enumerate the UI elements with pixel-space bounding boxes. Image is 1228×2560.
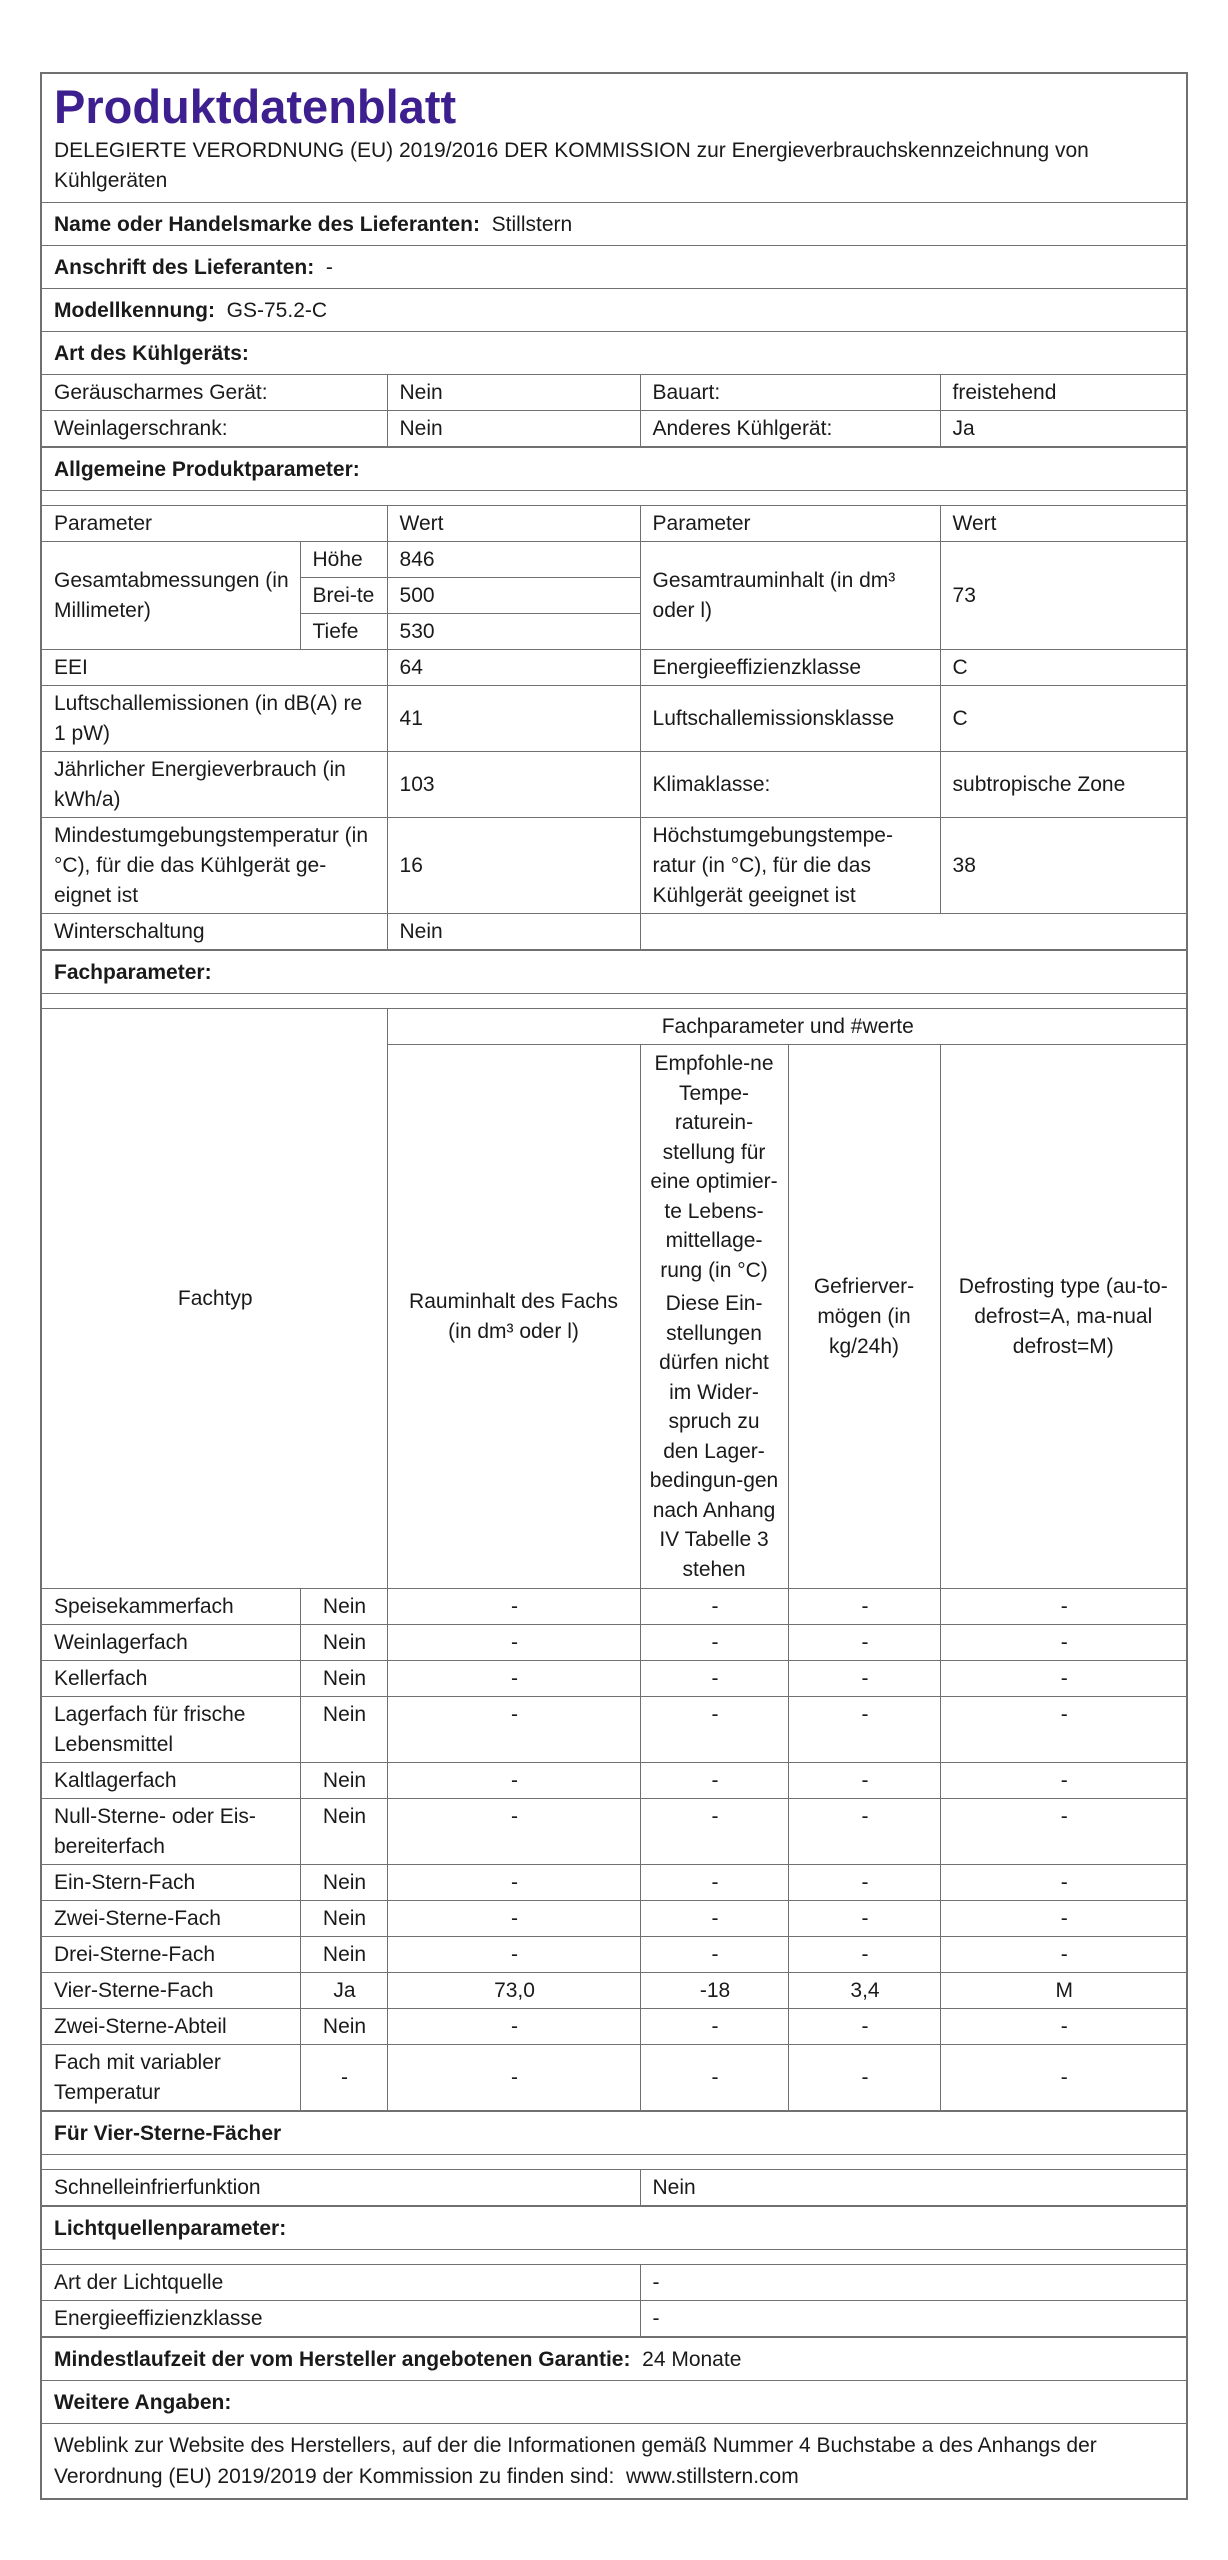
noise-value: 41 (387, 686, 640, 752)
wine-cabinet-label: Weinlagerschrank: (42, 411, 387, 447)
model-label: Modellkennung: (54, 299, 215, 322)
col-volume: Rauminhalt des Fachs (in dm³ oder l) (387, 1045, 640, 1589)
model-row (42, 289, 1186, 332)
winter-value: Nein (387, 914, 640, 950)
compartment-temperature: - (640, 1937, 788, 1973)
compartment-present: Nein (300, 1763, 387, 1799)
type-heading-row (42, 332, 1186, 375)
compartment-present: Nein (300, 1799, 387, 1865)
supplier-name-value: Stillstern (491, 213, 573, 236)
general-heading-row (42, 448, 1186, 491)
page-title: Produktdatenblatt (54, 80, 457, 133)
compartment-name: Kellerfach (42, 1661, 300, 1697)
energy-row (42, 752, 1186, 818)
compartment-row (42, 1661, 1186, 1697)
compartment-name: Speisekammerfach (42, 1589, 300, 1625)
compartment-defrost: - (940, 1589, 1186, 1625)
manufacturer-link[interactable]: www.stillstern.com (626, 2465, 799, 2488)
wine-cabinet-value: Nein (387, 411, 640, 447)
compartment-row (42, 1799, 1186, 1865)
construction-value: freistehend (940, 375, 1186, 411)
compartment-present: Nein (300, 1625, 387, 1661)
min-temp-value: 16 (387, 818, 640, 914)
winter-label: Winterschaltung (42, 914, 387, 950)
compartment-name: Fach mit variabler Temperatur (42, 2045, 300, 2111)
volume-label: Gesamtrauminhalt (in dm³ oder l) (640, 542, 940, 650)
group-header: Fachparameter und #werte (387, 1009, 1186, 1045)
eei-label: EEI (42, 650, 387, 686)
compartment-defrost: - (940, 1865, 1186, 1901)
compartment-freezing: - (788, 1697, 940, 1763)
compartment-freezing: - (788, 1589, 940, 1625)
type-table (42, 375, 1186, 448)
compartment-freezing: - (788, 1661, 940, 1697)
further-text: Weblink zur Website des Herstellers, auf der die Informationen gemäß Nummer 4 Buchstabe a des Anhangs der Verordnung (EU) 2019/2019 der Kommission zu finden sind: (54, 2434, 1097, 2488)
climate-value: subtropische Zone (940, 752, 1186, 818)
general-table (42, 506, 1186, 951)
compartment-volume: - (387, 1697, 640, 1763)
climate-label: Klimaklasse: (640, 752, 940, 818)
compartment-freezing: - (788, 1763, 940, 1799)
compartment-volume: - (387, 1589, 640, 1625)
spacer (42, 2155, 1186, 2170)
compartment-present: Nein (300, 1589, 387, 1625)
compartment-name: Null-Sterne- oder Eis-bereiterfach (42, 1799, 300, 1865)
compartment-present: Nein (300, 1937, 387, 1973)
compartment-row (42, 1937, 1186, 1973)
compartment-heading-row (42, 951, 1186, 994)
compartment-volume: - (387, 1865, 640, 1901)
compartment-temperature: - (640, 1697, 788, 1763)
other-appliance-label: Anderes Kühlgerät: (640, 411, 940, 447)
eei-row (42, 650, 1186, 686)
further-info (42, 2424, 1186, 2498)
compartment-defrost: - (940, 1763, 1186, 1799)
general-heading: Allgemeine Produktparameter: (54, 458, 360, 481)
compartment-group-row (42, 1009, 1186, 1045)
compartment-temperature: - (640, 2009, 788, 2045)
compartment-freezing: 3,4 (788, 1973, 940, 2009)
compartment-defrost: - (940, 1937, 1186, 1973)
width-value: 500 (387, 578, 640, 614)
light-class-label: Energieeffizienzklasse (42, 2301, 640, 2337)
supplier-name-label: Name oder Handelsmarke des Lieferanten: (54, 213, 480, 236)
min-temp-label: Mindestumgebungstemperatur (in °C), für die das Kühlgerät ge-eignet ist (42, 818, 387, 914)
compartment-present: Nein (300, 1901, 387, 1937)
spacer (42, 994, 1186, 1009)
energy-label: Jährlicher Energieverbrauch (in kWh/a) (42, 752, 387, 818)
dimensions-label: Gesamtabmessungen (in Millimeter) (42, 542, 300, 650)
compartment-volume: - (387, 1625, 640, 1661)
compartment-temperature: - (640, 1661, 788, 1697)
compartment-heading: Fachparameter: (54, 961, 212, 984)
noise-class-label: Luftschallemissionsklasse (640, 686, 940, 752)
compartment-present: Ja (300, 1973, 387, 2009)
compartment-defrost: - (940, 1799, 1186, 1865)
compartment-temperature: - (640, 2045, 788, 2111)
compartment-row (42, 1763, 1186, 1799)
supplier-address-row (42, 246, 1186, 289)
compartment-freezing: - (788, 1937, 940, 1973)
warranty-row (42, 2338, 1186, 2381)
compartment-temperature: - (640, 1865, 788, 1901)
col-value-2: Wert (940, 506, 1186, 542)
compartment-defrost: - (940, 1697, 1186, 1763)
col-compartment-type: Fachtyp (42, 1009, 387, 1589)
compartment-present: - (300, 2045, 387, 2111)
compartment-temperature: - (640, 1625, 788, 1661)
compartment-row (42, 1625, 1186, 1661)
spacer (42, 2250, 1186, 2265)
quiet-label: Geräuscharmes Gerät: (42, 375, 387, 411)
further-heading-row (42, 2381, 1186, 2424)
compartment-row (42, 1901, 1186, 1937)
compartment-name: Ein-Stern-Fach (42, 1865, 300, 1901)
volume-value: 73 (940, 542, 1186, 650)
compartment-defrost: M (940, 1973, 1186, 2009)
compartment-defrost: - (940, 2009, 1186, 2045)
temperature-row (42, 818, 1186, 914)
compartment-volume: - (387, 1937, 640, 1973)
compartment-volume: - (387, 2045, 640, 2111)
light-table (42, 2265, 1186, 2338)
compartment-defrost: - (940, 1661, 1186, 1697)
light-type-row (42, 2265, 1186, 2301)
type-row (42, 411, 1186, 447)
compartment-freezing: - (788, 1865, 940, 1901)
compartment-freezing: - (788, 2045, 940, 2111)
light-heading-row (42, 2207, 1186, 2250)
compartment-row (42, 1865, 1186, 1901)
depth-label: Tiefe (300, 614, 387, 650)
col-temperature-text: Empfohle-ne Tempe-raturein-stellung für eine optimier-te Lebens-mittellage-rung (in °C) (650, 1052, 778, 1282)
noise-class-value: C (940, 686, 1186, 752)
max-temp-label: Höchstumgebungstempe-ratur (in °C), für die das Kühlgerät geeignet ist (640, 818, 940, 914)
compartment-row (42, 1589, 1186, 1625)
compartment-present: Nein (300, 1865, 387, 1901)
general-header-row (42, 506, 1186, 542)
fast-freeze-row (42, 2170, 1186, 2206)
compartment-freezing: - (788, 1901, 940, 1937)
col-value: Wert (387, 506, 640, 542)
further-heading: Weitere Angaben: (54, 2391, 232, 2414)
fast-freeze-label: Schnelleinfrierfunktion (42, 2170, 640, 2206)
compartment-name: Drei-Sterne-Fach (42, 1937, 300, 1973)
compartment-row (42, 1697, 1186, 1763)
compartment-defrost: - (940, 2045, 1186, 2111)
other-appliance-value: Ja (940, 411, 1186, 447)
product-data-sheet (40, 72, 1188, 2500)
compartment-rows (42, 1589, 1186, 2111)
height-value: 846 (387, 542, 640, 578)
compartment-name: Weinlagerfach (42, 1625, 300, 1661)
compartment-freezing: - (788, 1799, 940, 1865)
regulation-subtitle: DELEGIERTE VERORDNUNG (EU) 2019/2016 DER KOMMISSION zur Energieverbrauchskennzeichnung von Kühlgeräten (42, 136, 1186, 203)
type-heading: Art des Kühlgeräts: (54, 342, 249, 365)
compartment-name: Vier-Sterne-Fach (42, 1973, 300, 2009)
supplier-address-label: Anschrift des Lieferanten: (54, 256, 315, 279)
empty-cell (640, 914, 1186, 950)
winter-row (42, 914, 1186, 950)
depth-value: 530 (387, 614, 640, 650)
supplier-name-row (42, 203, 1186, 246)
compartment-volume: - (387, 1763, 640, 1799)
compartment-temperature: - (640, 1799, 788, 1865)
compartment-name: Lagerfach für frische Lebensmittel (42, 1697, 300, 1763)
energy-value: 103 (387, 752, 640, 818)
noise-row (42, 686, 1186, 752)
compartment-present: Nein (300, 1661, 387, 1697)
col-param-2: Parameter (640, 506, 940, 542)
warranty-value: 24 Monate (642, 2348, 742, 2371)
compartment-name: Zwei-Sterne-Abteil (42, 2009, 300, 2045)
col-freezing: Gefrierver-mögen (in kg/24h) (788, 1045, 940, 1589)
quiet-value: Nein (387, 375, 640, 411)
compartment-volume: - (387, 1901, 640, 1937)
fast-freeze-value: Nein (640, 2170, 1186, 2206)
compartment-freezing: - (788, 1625, 940, 1661)
compartment-row (42, 2009, 1186, 2045)
compartment-freezing: - (788, 2009, 940, 2045)
four-star-heading: Für Vier-Sterne-Fächer (54, 2122, 282, 2145)
compartment-present: Nein (300, 2009, 387, 2045)
noise-label: Luftschallemissionen (in dB(A) re 1 pW) (42, 686, 387, 752)
compartment-table (42, 1009, 1186, 2112)
height-label: Höhe (300, 542, 387, 578)
compartment-defrost: - (940, 1901, 1186, 1937)
compartment-name: Kaltlagerfach (42, 1763, 300, 1799)
energy-class-value: C (940, 650, 1186, 686)
compartment-row (42, 1973, 1186, 2009)
energy-class-label: Energieeffizienzklasse (640, 650, 940, 686)
compartment-row (42, 2045, 1186, 2111)
light-class-value: - (640, 2301, 1186, 2337)
max-temp-value: 38 (940, 818, 1186, 914)
col-defrost: Defrosting type (au-to-defrost=A, ma-nual defrost=M) (940, 1045, 1186, 1589)
light-class-row (42, 2301, 1186, 2337)
compartment-temperature: - (640, 1901, 788, 1937)
compartment-temperature: - (640, 1763, 788, 1799)
compartment-volume: - (387, 1799, 640, 1865)
compartment-temperature: -18 (640, 1973, 788, 2009)
four-star-table (42, 2170, 1186, 2207)
height-row (42, 542, 1186, 578)
model-value: GS-75.2-C (226, 299, 328, 322)
col-temperature-note: Diese Ein-stellungen dürfen nicht im Wider-spruch zu den Lager-bedingun-gen nach Anhang IV Tabelle 3 stehen (649, 1292, 779, 1581)
eei-value: 64 (387, 650, 640, 686)
construction-label: Bauart: (640, 375, 940, 411)
compartment-name: Zwei-Sterne-Fach (42, 1901, 300, 1937)
light-type-value: - (640, 2265, 1186, 2301)
warranty-label: Mindestlaufzeit der vom Hersteller angebotenen Garantie: (54, 2348, 631, 2371)
compartment-volume: - (387, 2009, 640, 2045)
compartment-temperature: - (640, 1589, 788, 1625)
col-param: Parameter (42, 506, 387, 542)
compartment-present: Nein (300, 1697, 387, 1763)
width-label: Brei-te (300, 578, 387, 614)
type-row (42, 375, 1186, 411)
supplier-address-value: - (325, 256, 333, 279)
light-type-label: Art der Lichtquelle (42, 2265, 640, 2301)
light-heading: Lichtquellenparameter: (54, 2217, 287, 2240)
compartment-volume: 73,0 (387, 1973, 640, 2009)
compartment-defrost: - (940, 1625, 1186, 1661)
col-temperature (640, 1045, 788, 1589)
compartment-volume: - (387, 1661, 640, 1697)
spacer (42, 491, 1186, 506)
four-star-heading-row (42, 2112, 1186, 2155)
